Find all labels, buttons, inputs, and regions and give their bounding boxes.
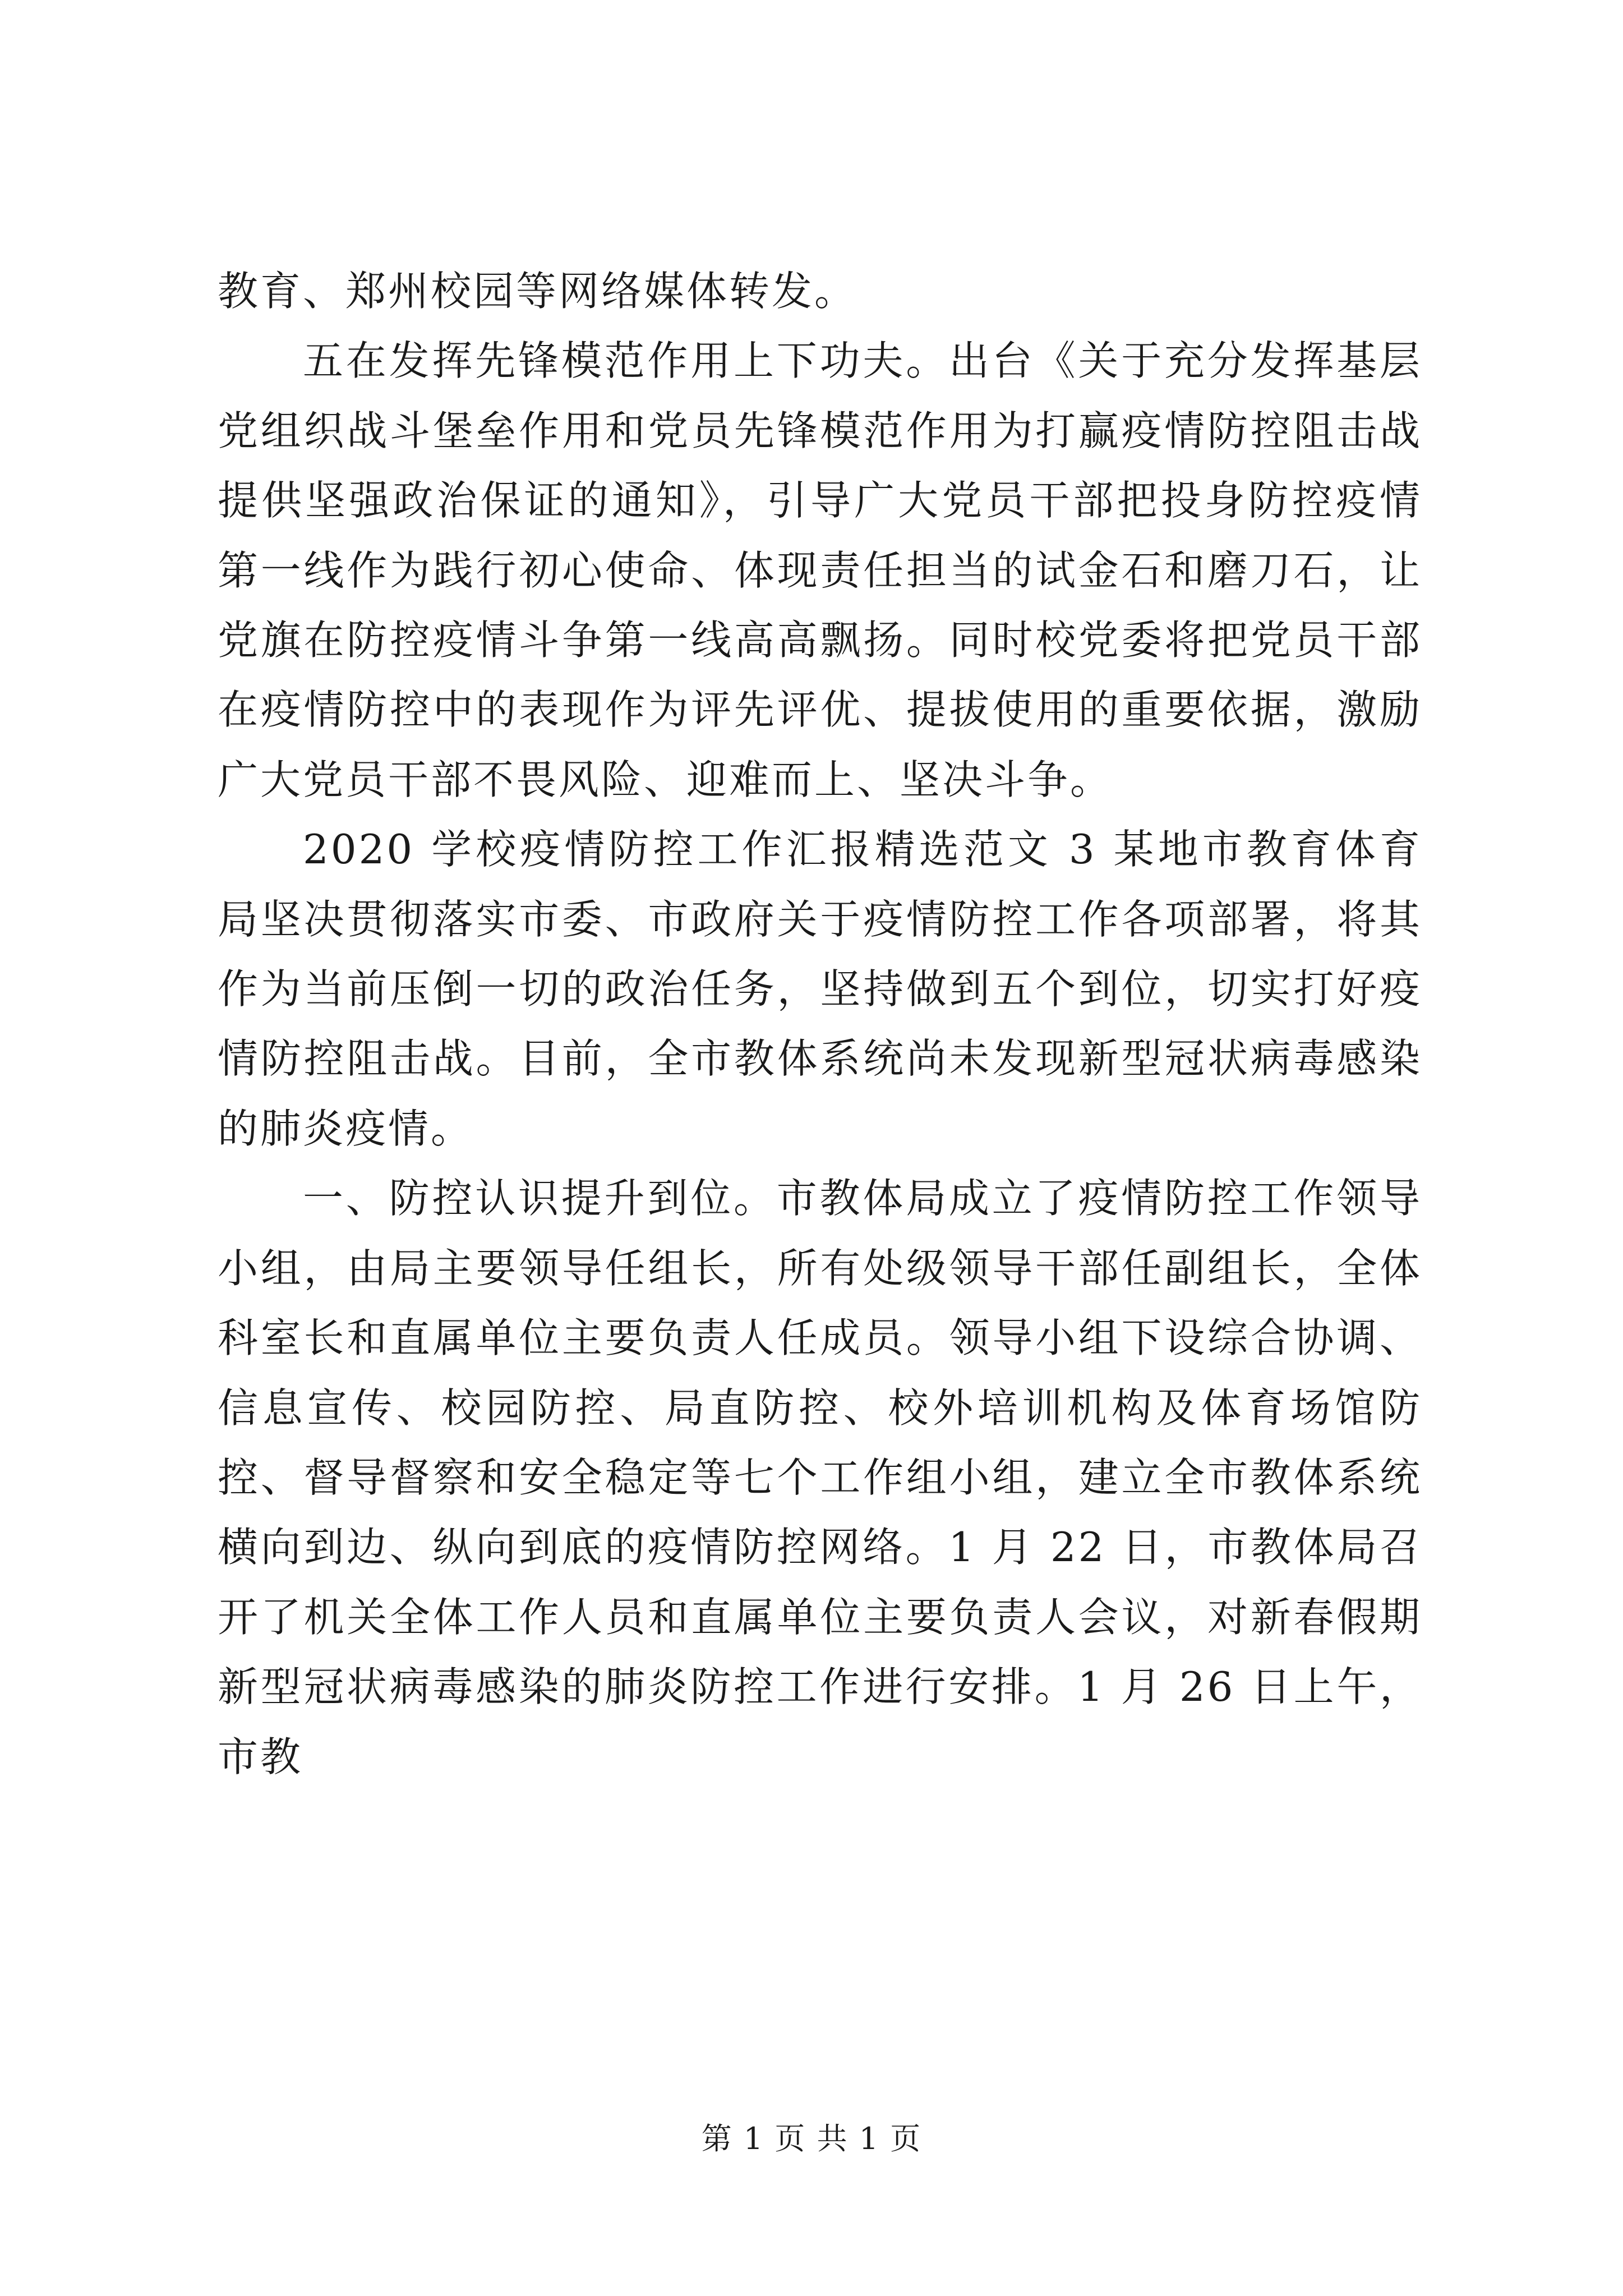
paragraph: 教育、郑州校园等网络媒体转发。 <box>218 268 857 315</box>
page-footer <box>0 2119 1623 2159</box>
page-number: 第 1 页 共 1 页 <box>701 2121 922 2156</box>
paragraph: 2020 学校疫情防控工作汇报精选范文 3 某地市教育体育局坚决贯彻落实市委、市政府关于疫情防控工作各项部署，将其作为当前压倒一切的政治任务，坚持做到五个到位，切实打好疫情防控阻击战。目前，全市教体系统尚未发现新型冠状病毒感染的肺炎疫情。 <box>218 826 1422 1152</box>
paragraph: 五在发挥先锋模范作用上下功夫。出台《关于充分发挥基层党组织战斗堡垒作用和党员先锋模范作用为打赢疫情防控阻击战提供坚强政治保证的通知》，引导广大党员干部把投身防控疫情第一线作为践行初心使命、体现责任担当的试金石和磨刀石，让党旗在防控疫情斗争第一线高高飘扬。同时校党委将把党员干部在疫情防控中的表现作为评先评优、提拔使用的重要依据，激励广大党员干部不畏风险、迎难而上、坚决斗争。 <box>218 337 1422 803</box>
paragraph: 一、防控认识提升到位。市教体局成立了疫情防控工作领导小组，由局主要领导任组长，所有处级领导干部任副组长，全体科室长和直属单位主要负责人任成员。领导小组下设综合协调、信息宣传、校园防控、局直防控、校外培训机构及体育场馆防控、督导督察和安全稳定等七个工作组小组，建立全市教体系统横向到边、纵向到底的疫情防控网络。1 月 22 日，市教体局召开了机关全体工作人员和直属单位主要负责人会议，对新春假期新型冠状病毒感染的肺炎防控工作进行安排。1 月 26 日上午，市教 <box>218 1175 1422 1780</box>
document-body <box>218 256 1422 1792</box>
